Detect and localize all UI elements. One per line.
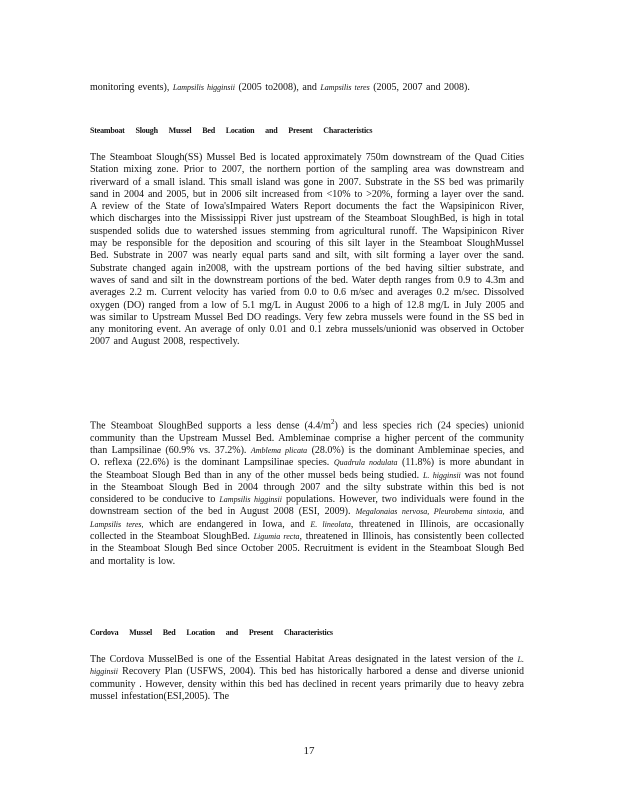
cordova-paragraph-1: The Cordova MusselBed is one of the Essential Habitat Areas designated in the latest version of the L. higginsii Recovery Plan (USFWS, 2004). This bed has historically harbored a dense and diverse unionid community . However, density within this bed has declined in recent years primarily due to heavy zebra mussel infestation(ESI,2005). The [90,654,524,702]
cordova-heading: Cordova Mussel Bed Location and Present Characteristics [90,628,333,637]
species-name: Lampsilis teres, [90,519,144,529]
species-name: Megalonaias nervosa, Pleurobema sintoxia, [355,507,505,517]
species-name: Ligumia recta [253,532,300,541]
species-name: Quadrula nodulata [333,458,398,468]
steamboat-paragraph-1: The Steamboat Slough(SS) Mussel Bed is located approximately 750m downstream of the Quad Cities Station mixing zone. Prior to 2007, the northern portion of the sampling area was downstream and riverward of a small island. This small island was gone in 2007. Substrate in the SS bed was primarily sand in 2004 and 2005, but in 2006 silt increased from <10% to >20%, forming a layer over the sand. A review of the State of Iowa'sImpaired Waters Report documents the fact the Wapsipinicon River, which discharges into the Mississippi River just upstream of the Steamboat SloughBed, is high in total suspended solids due to watershed issues stemming from agricultural runoff. The Wapsipinicon River may be responsible for the deposition and scouring of this silt layer in the Steamboat SloughMussel Bed. Substrate in 2007 was nearly equal parts sand and silt, with silt forming a layer over the sand. Substrate changed again in2008, with the upstream portions of the bed having siltier substrate, and waves of sand and silt in the downstream portions of the bed. Water depth ranges from 0.9 to 4.3m and averages 2.2 m. Current velocity has varied from 0.0 to 0.6 m/sec and averages 0.2 m/sec. Dissolved oxygen (DO) ranged from a low of 5.1 mg/L in August 2006 to a high of 12.8 mg/L in July 2005 and was similar to Upstream Mussel Bed DO readings. Very few zebra mussels were found in the SS bed in any monitoring event. An average of only 0.01 and 0.1 zebra mussels/unionid was observed in October 2007 and August 2008, respectively. [90,152,524,348]
steamboat-heading: Steamboat Slough Mussel Bed Location and Present Characteristics [90,126,373,135]
species-name: L. higginsii [90,655,524,677]
species-name: E. lineolata [310,519,351,529]
steamboat-paragraph-2: The Steamboat SloughBed supports a less dense $(4.4/m^2)$ and less species rich (24 species) unionid community than the Upstream Mussel Bed. Ambleminae comprise a higher percent of the community than Lampsilinae (60.9% vs. 37.2%). Amblema plicata (28.0%) is the dominant Ambleminae species, and O. reflexa (22.6%) is the dominant Lampsilinae species. Quadrula nodulata (11.8%) is more abundant in the Steamboat Slough Bed than in any of the other mussel beds being studied. L. higginsii was not found in the Steamboat Slough Bed in 2004 through 2007 and the silty substrate within this bed is not considered to be conducive to Lampsilis higginsii populations. However, two individuals were found in the downstream section of the bed in August 2008 (ESI, 2009). Megalonaias nervosa, Pleurobema sintoxia, and Lampsilis teres, which are endangered in Iowa, and E. lineolata, threatened in Illinois, are occasionally collected in the Steamboat SloughBed. Ligumia recta, threatened in Illinois, has consistently been collected in the Steamboat Slough Bed since October 2005. Recruitment is evident in the Steamboat Slough Bed and mortality is low. [90,418,525,567]
page-number: 17 [303,745,315,757]
species-name: Amblema plicata [250,445,308,455]
intro-paragraph: monitoring events), Lampsilis higginsii (2005 to2008), and Lampsilis teres (2005, 2007 and 2008). [90,82,470,93]
species-name: Lampsilis teres [320,83,370,92]
species-name: L. higginsii [422,470,461,480]
species-name: Lampsilis higginsii [172,83,235,92]
species-name: Lampsilis higginsii [219,495,282,505]
